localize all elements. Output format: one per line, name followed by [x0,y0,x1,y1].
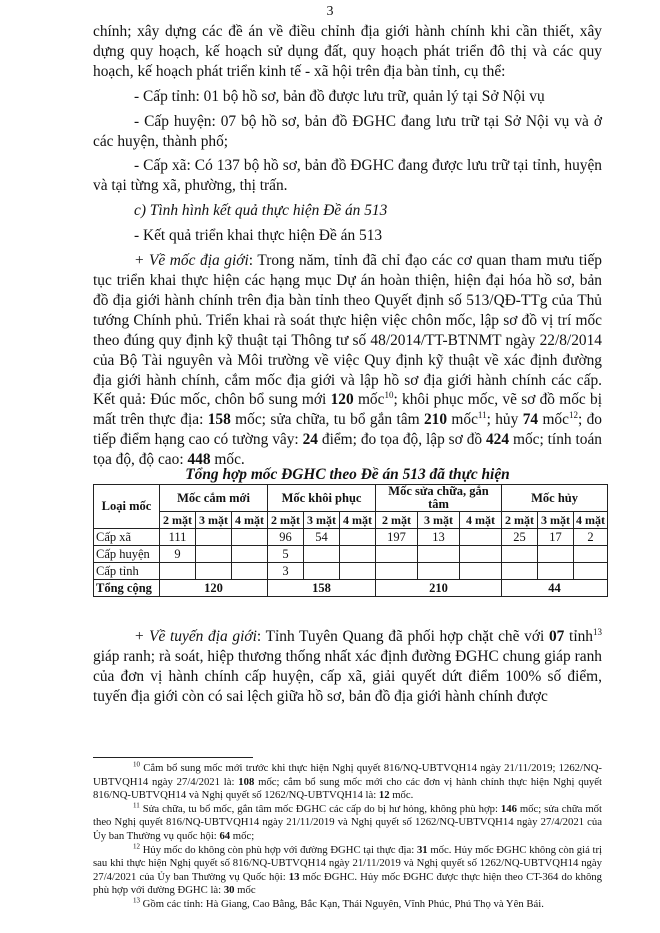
subheader-cell: 4 mặt [460,512,502,529]
subheader-cell: 3 mặt [418,512,460,529]
table-cell [418,546,460,563]
tuyen-text: tỉnh [564,628,593,645]
footnote-ref[interactable]: 12 [568,410,578,421]
table-cell: 111 [160,529,196,546]
paragraph-intro: chính; xây dựng các đề án về điều chỉnh địa giới hành chính khi cần thiết, xây dựng quy hoạch, kế hoạch sử dụng đất, quy hoạch phát triển đô thị và các quy hoạch, kế hoạch phát triển kinh tế - xã hội trên địa bàn tỉnh, cụ thể: [93,23,602,80]
table-cell: 197 [376,529,418,546]
moc-text: điểm; đo tọa độ, lập sơ đồ [317,431,486,449]
footnote-ref[interactable]: 10 [384,390,394,401]
footnote-text: Gồm các tỉnh: Hà Giang, Cao Bằng, Bắc Kạn, Thái Nguyên, Vĩnh Phúc, Phú Thọ và Yên Bái. [140,897,544,910]
table-title: Tổng hợp mốc ĐGHC theo Đề án 513 đã thực hiện [185,466,510,483]
moc-text: mốc; tính toán tọa độ, độ cao: [93,431,602,469]
table-cell [340,529,376,546]
footnote-13 [93,898,602,912]
footnote-marker: 12 [133,842,140,850]
table-cell: 5 [268,546,304,563]
row-label: Cấp tỉnh [94,563,160,580]
footnote-value: 64 [219,829,231,842]
table-cell [460,546,502,563]
moc-value: 74 [522,411,539,429]
table-cell [304,546,340,563]
tuyen-value: 07 [548,628,565,645]
footnote-text: mốc. [389,789,414,802]
tuyen-lead: + Về tuyến địa giới [134,628,257,645]
footnote-marker: 13 [133,896,140,905]
table-total-row [94,580,608,597]
table-cell: 17 [538,529,574,546]
subheader-cell: 2 mặt [268,512,304,529]
total-label: Tổng cộng [94,580,160,597]
footnote-text: mốc; cắm bổ sung mốc mới cho các đơn vị hành chính thực hiện Nghị quyết 816/NQ-UBTVQH14 và Nghị quyết số 1262/NQ-UBTVQH14 là: [93,775,602,802]
moc-value: 120 [330,391,354,409]
table-cell: 54 [304,529,340,546]
footnote-ref[interactable]: 13 [593,626,602,637]
table-cell [502,563,538,580]
footnote-divider [93,757,253,758]
table-cell [418,563,460,580]
total-cell: 158 [268,580,376,597]
moc-value: 424 [485,431,510,449]
table-cell [376,546,418,563]
subheader-cell: 4 mặt [574,512,608,529]
row-label: Cấp xã [94,529,160,546]
table-cell: 96 [268,529,304,546]
tuyen-text: : Tỉnh Tuyên Quang đã phối hợp chặt chẽ với [256,628,549,645]
footnote-value: 30 [223,884,235,897]
table-cell [574,563,608,580]
moc-text: ; đo tiếp điểm hạng cao có tường vây: [93,411,602,449]
footnote-text: mốc [234,884,256,897]
tuyen-text: giáp ranh; rà soát, hiệp thương thống nhất xác định đường ĐGHC chung giáp ranh của đơn vị hành chính cấp huyện, cấp xã, giải quyết dứt điểm 100% số điểm, tuyến địa giới còn có sai lệch giữa hồ sơ, bản đồ địa giới hành chính được [93,648,602,705]
group-header: Mốc cắm mới [160,485,268,512]
footnote-12 [93,844,602,898]
table-cell: 2 [574,529,608,546]
body-text-bottom [93,627,602,707]
table-cell [232,546,268,563]
moc-lead: + Về mốc địa giới [134,252,249,270]
moc-text: : Trong năm, tỉnh đã chỉ đạo các cơ quan tham mưu tiếp tục triển khai thực hiện các hạng mục Dự án hoàn thiện, hiện đại hóa hồ sơ, bản đồ địa giới hành chính trên địa bàn tỉnh theo Quyết định số 513/QĐ-TTg của Thủ tướng Chính phủ. Triển khai rà soát thực hiện việc chôn mốc, lập sơ đồ vị trí mốc theo đúng quy định kỹ thuật tại Thông tư số 48/2014/TT-BTNMT ngày 22/8/2014 của Bộ Tài nguyên và Môi trường về việc Quy định kỹ thuật về xác định đường địa giới hành chính, cắm mốc địa giới và lập hồ sơ địa giới hành chính các cấp. Kết quả: Đúc mốc, chôn bổ sung mới [93,252,603,409]
table-cell [376,563,418,580]
table-cell [196,546,232,563]
footnote-ref[interactable]: 11 [477,410,487,421]
footnote-marker: 10 [133,760,140,769]
group-header: Mốc khôi phục [268,485,376,512]
total-cell: 44 [502,580,608,597]
footnote-text: mốc; [230,829,255,842]
group-header: Mốc sửa chữa, gắn tâm [376,485,502,512]
footnote-value: 146 [500,802,517,815]
moc-value: 24 [302,431,318,449]
footnote-text: Sửa chữa, tu bổ mốc, gắn tâm mốc ĐGHC các cấp do bị hư hỏng, không phù hợp: [139,802,501,815]
footnote-text: Cắm bổ sung mốc mới trước khi thực hiện Nghị quyết 816/NQ-UBTVQH14 ngày 21/11/2019; 1262/NQ-UBTVQH14 ngày 27/4/2021 là: [93,762,602,788]
paragraph-ket-qua: - Kết quả triển khai thực hiện Đề án 513 [134,227,383,245]
subheader-cell: 4 mặt [232,512,268,529]
moc-value: 448 [187,451,211,469]
moc-text: ; hủy [486,411,523,429]
table-cell [196,563,232,580]
subheader-cell: 4 mặt [340,512,376,529]
moc-value: 158 [207,411,231,429]
paragraph-cap-huyen: - Cấp huyện: 07 bộ hồ sơ, bản đồ ĐGHC đang lưu trữ tại Sở Nội vụ và ở các huyện, thành phố; [93,112,602,150]
table-subheader-row [94,512,608,529]
paragraph-cap-xa: - Cấp xã: Có 137 bộ hồ sơ, bản đồ ĐGHC đang được lưu trữ tại tỉnh, huyện và tại từng xã, phường, thị trấn. [93,157,602,195]
subheader-cell: 3 mặt [304,512,340,529]
footnote-value: 31 [416,843,428,856]
moc-text: mốc [538,411,569,429]
table-cell [196,529,232,546]
subheader-cell: 3 mặt [196,512,232,529]
footnote-text: mốc. Hủy mốc ĐGHC không còn giá trị sau khi thực hiện Nghị quyết số 816/NQ-UBTVQH14 ngày 21/11/2019 và Nghị quyết số 1262/NQ-UBTVQH14 ngày 27/4/2021 của Ủy ban Thường vụ Quốc hội: [93,843,602,883]
table-cell: 9 [160,546,196,563]
footnote-value: 108 [238,775,255,788]
total-cell: 210 [376,580,502,597]
paragraph-tuyen-dia-gioi [93,627,602,707]
moc-text: mốc [353,391,385,409]
moc-text: ; khôi phục mốc, vẽ sơ đồ mốc bị mất trên thực địa: [93,391,602,429]
table-cell [340,563,376,580]
table-header-row [94,485,608,512]
footnotes [93,762,602,912]
table-cell [232,563,268,580]
page-number: 3 [326,4,334,19]
subheader-cell: 2 mặt [376,512,418,529]
table-cell [538,563,574,580]
moc-value: 210 [423,411,448,429]
total-cell: 120 [160,580,268,597]
footnote-value: 12 [378,789,390,802]
moc-text: mốc; sửa chữa, tu bổ gắn tâm [230,411,424,429]
footnote-text: Hủy mốc do không còn phù hợp với đường ĐGHC tại thực địa: [140,843,417,856]
table-cell: 25 [502,529,538,546]
table-row [94,529,608,546]
summary-table [93,484,608,597]
footnote-text: mốc; sửa chữa mốt theo Nghị quyết 816/NQ-UBTVQH14 ngày 21/11/2019 và Nghị quyết số 1262/NQ-UBTVQH14 ngày 27/4/2021 của Ủy ban Thường vụ quốc hội: [93,802,602,842]
subheader-cell: 2 mặt [160,512,196,529]
table-cell [460,529,502,546]
table-cell [160,563,196,580]
footnote-11 [93,803,602,844]
footnote-value: 13 [288,870,300,883]
row-header-cell: Loại mốc [94,485,160,529]
table-cell [232,529,268,546]
subheader-cell: 3 mặt [538,512,574,529]
body-text-top [93,22,602,470]
table-cell [304,563,340,580]
group-header: Mốc hủy [502,485,608,512]
table-cell [538,546,574,563]
table-row [94,563,608,580]
table-cell [574,546,608,563]
row-label: Cấp huyện [94,546,160,563]
footnote-10 [93,762,602,803]
footnote-text: mốc ĐGHC. Hủy mốc ĐGHC được thực hiện theo CT-364 do không phù hợp với đường ĐGHC là: [93,870,602,897]
paragraph-cap-tinh: - Cấp tỉnh: 01 bộ hồ sơ, bản đồ được lưu trữ, quản lý tại Sở Nội vụ [134,87,545,105]
table-cell: 3 [268,563,304,580]
table-cell [340,546,376,563]
table-cell [502,546,538,563]
paragraph-moc-dia-gioi [93,251,602,470]
table-row [94,546,608,563]
table-cell: 13 [418,529,460,546]
moc-text: mốc [447,411,478,429]
table-cell [460,563,502,580]
section-heading-c: c) Tình hình kết quả thực hiện Đề án 513 [134,202,388,220]
footnote-marker: 11 [133,801,140,810]
moc-text: mốc. [210,451,245,469]
subheader-cell: 2 mặt [502,512,538,529]
